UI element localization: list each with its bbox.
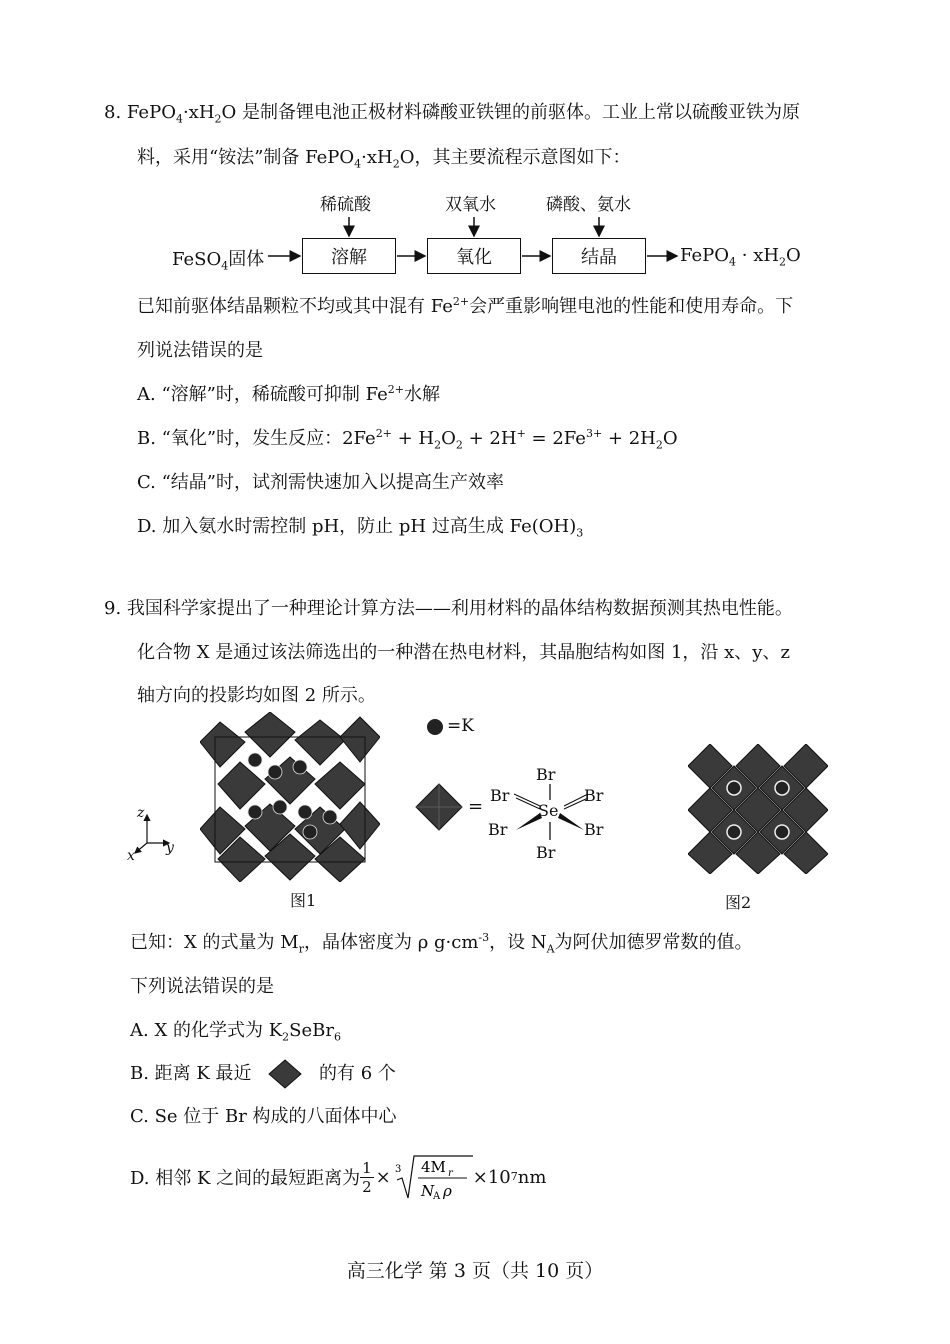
svg-text:N: N <box>420 1182 434 1200</box>
br-label-upper-right: Br <box>584 786 604 805</box>
q9-option-a: A. X 的化学式为 $K_2SeBr_6$ <box>130 1020 341 1044</box>
q8-option-c: C. “结晶”时，试剂需快速加入以提高生产效率 <box>137 472 504 493</box>
axis-x-label: x <box>127 848 135 864</box>
q9-known: 已知：X 的式量为 $M_r$，晶体密度为 ρ $g\cdot cm^{-3}$，设 $N_A$为阿伏加德罗常数的值。 <box>130 931 753 956</box>
q9-stem-line1: 9. 我国科学家提出了一种理论计算方法——利用材料的晶体结构数据预测其热电性能。 <box>104 598 793 619</box>
svg-text:4M: 4M <box>420 1158 446 1176</box>
flow-start: FeSO$_4$固体 <box>172 249 265 273</box>
k-atom <box>727 825 741 839</box>
page-footer: 高三化学 第 3 页（共 10 页） <box>346 1260 604 1282</box>
octahedron <box>200 722 245 767</box>
flow-step-1: 溶解 <box>302 238 396 274</box>
svg-text:r: r <box>447 1168 453 1179</box>
flow-step-2: 氧化 <box>427 238 521 274</box>
octahedron <box>340 717 380 762</box>
q8-note-line2: 列说法错误的是 <box>137 340 263 361</box>
k-atom <box>268 765 282 779</box>
br-label-bottom: Br <box>536 843 556 862</box>
figure1-caption: 图1 <box>290 891 317 910</box>
k-atom <box>298 805 312 819</box>
q8-option-b: B. “氧化”时，发生反应：$2Fe^{2+} + H_2O_2 + 2H^+ = 2Fe^{3+} + 2H_2O$ <box>137 427 678 452</box>
q8-option-d: D. 加入氨水时需控制 pH，防止 pH 过高生成 $Fe(OH)_3$ <box>137 516 584 540</box>
k-atom <box>248 805 262 819</box>
q9-stem-line2: 化合物 X 是通过该法筛选出的一种潜在热电材料，其晶胞结构如图 1，沿 x、y、z <box>137 642 790 663</box>
octahedron-inline-icon <box>267 1059 303 1089</box>
q8-note-line1: 已知前驱体结晶颗粒不均或其中混有 $Fe^{2+}$会严重影响锂电池的性能和使用寿命。下 <box>137 295 794 317</box>
br-label-upper-left: Br <box>490 786 510 805</box>
k-atom <box>248 753 262 767</box>
figure2-projection <box>688 744 828 874</box>
q8-number: 8. <box>104 102 122 123</box>
k-atom <box>775 825 789 839</box>
reagent-2: 双氧水 <box>445 195 496 215</box>
br-label-lower-left: Br <box>488 820 508 839</box>
octahedron <box>245 712 295 757</box>
k-atom <box>303 825 317 839</box>
octahedron <box>315 762 365 809</box>
k-legend-label: =K <box>447 716 474 736</box>
q8-option-a: A. “溶解”时，稀硫酸可抑制 $Fe^{2+}$水解 <box>137 383 440 405</box>
se-label: Se <box>538 801 559 820</box>
br-label-top: Br <box>536 765 556 784</box>
k-atom <box>727 781 741 795</box>
figure1-crystal-cell <box>200 712 380 882</box>
octahedron-legend-icon <box>414 782 464 832</box>
q9-option-b: B. 距离 K 最近 的有 6 个 <box>130 1059 396 1089</box>
k-atom <box>293 760 307 774</box>
k-legend-atom-icon <box>425 717 445 737</box>
k-atom <box>323 810 337 824</box>
q9-question: 下列说法错误的是 <box>130 976 274 997</box>
octahedron <box>218 762 265 809</box>
axis-y-label: y <box>166 840 174 856</box>
flow-end: FePO$_4$ · $xH_2O$ <box>680 245 801 269</box>
q8-stem-line2: 料，采用“铵法”制备 $FePO_4\cdot xH_2O$，其主要流程示意图如下： <box>137 147 631 171</box>
fraction-one-half: $\frac{1}{2}$ <box>362 1158 372 1196</box>
svg-text:ρ: ρ <box>442 1182 452 1200</box>
q8-stem-line1: 8. $FePO_4\cdot xH_2O$ 是制备锂电池正极材料磷酸亚铁锂的前驱体。工业上常以硫酸亚铁为原 <box>104 102 801 126</box>
k-atom <box>273 800 287 814</box>
svg-text:A: A <box>432 1191 440 1202</box>
octahedron <box>295 720 345 765</box>
cube-root-expression <box>393 1152 473 1202</box>
q9-option-d: D. 相邻 K 之间的最短距离为 $\frac{1}{2}$ × 3 4M r N A ρ ×10 7 nm <box>130 1152 546 1202</box>
q9-stem-line3: 轴方向的投影均如图 2 所示。 <box>137 685 376 706</box>
flow-step-3: 结晶 <box>552 238 646 274</box>
octahedron-equals: = <box>468 796 484 817</box>
svg-text:3: 3 <box>394 1164 402 1175</box>
figure2-caption: 图2 <box>725 893 752 912</box>
reagent-1: 稀硫酸 <box>320 195 371 215</box>
q9-number: 9. <box>104 598 122 619</box>
reagent-3: 磷酸、氨水 <box>546 195 631 215</box>
q9-option-c: C. Se 位于 Br 构成的八面体中心 <box>130 1106 397 1127</box>
k-atom <box>775 781 789 795</box>
octahedron <box>265 757 315 804</box>
flow-arrows <box>0 0 950 290</box>
br-label-lower-right: Br <box>584 820 604 839</box>
axis-z-label: z <box>137 805 145 821</box>
